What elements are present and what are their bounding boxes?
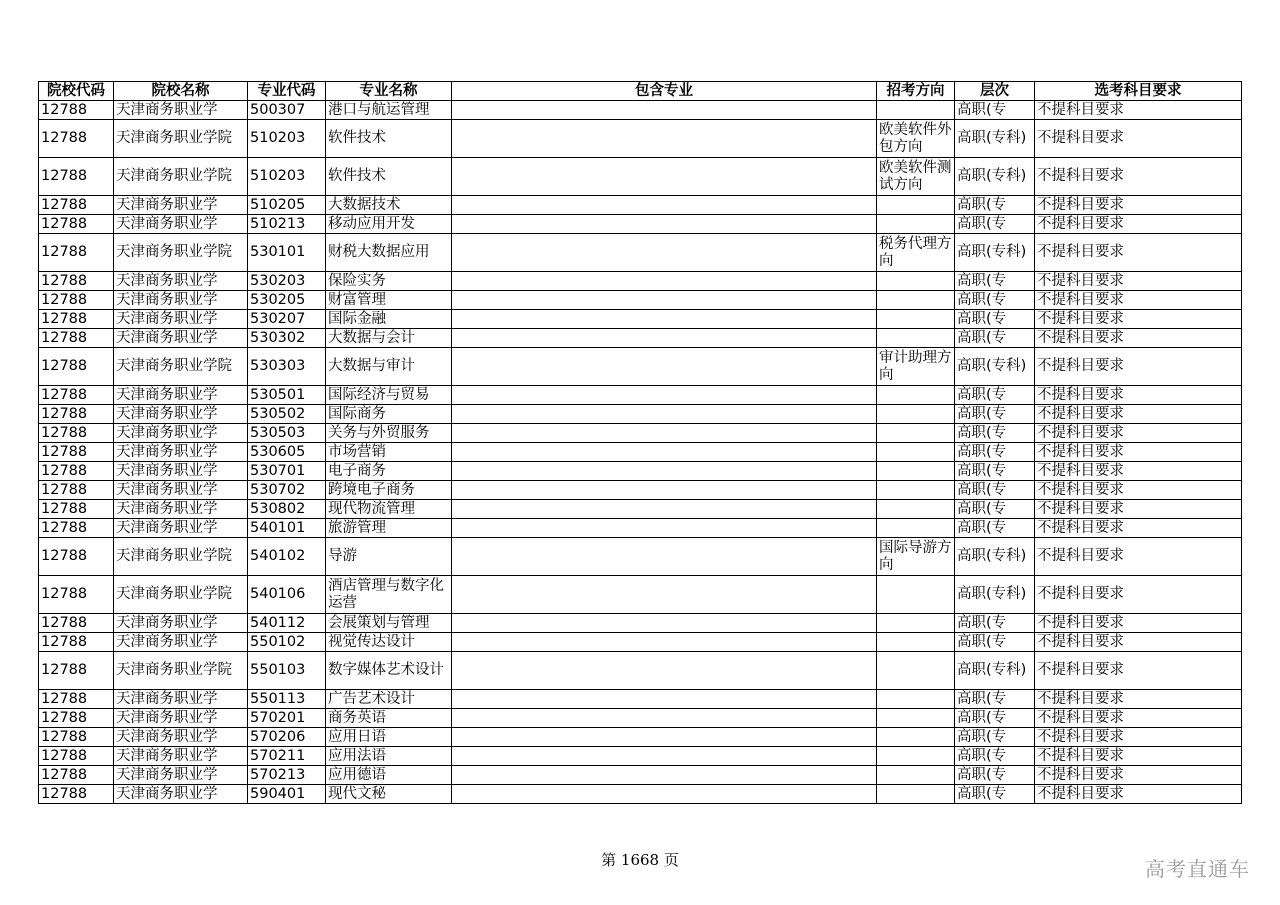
- cell-school-code: 12788: [39, 158, 114, 196]
- watermark: 高考直通车: [1145, 857, 1250, 881]
- cell-subject-requirement: 不提科目要求: [1035, 329, 1242, 348]
- cell-level: 高职(专: [955, 519, 1035, 538]
- cell-major-name: 现代物流管理: [326, 500, 452, 519]
- cell-major-name: 视觉传达设计: [326, 633, 452, 652]
- cell-subject-requirement: 不提科目要求: [1035, 443, 1242, 462]
- cell-school-code: 12788: [39, 690, 114, 709]
- cell-subject-requirement: 不提科目要求: [1035, 690, 1242, 709]
- cell-major-code: 540112: [248, 614, 326, 633]
- header-direction: 招考方向: [877, 82, 955, 101]
- cell-direction: 国际导游方向: [877, 538, 955, 576]
- table-row: [39, 158, 1242, 196]
- cell-school-code: 12788: [39, 519, 114, 538]
- table-row: [39, 291, 1242, 310]
- cell-major-name: 港口与航运管理: [326, 101, 452, 120]
- cell-school-code: 12788: [39, 709, 114, 728]
- cell-level: 高职(专科): [955, 538, 1035, 576]
- cell-major-code: 530303: [248, 348, 326, 386]
- cell-subject-requirement: 不提科目要求: [1035, 272, 1242, 291]
- cell-major-name: 应用法语: [326, 747, 452, 766]
- cell-included-majors: [452, 462, 877, 481]
- cell-school-code: 12788: [39, 747, 114, 766]
- cell-direction: [877, 462, 955, 481]
- cell-level: 高职(专: [955, 101, 1035, 120]
- cell-school-name: 天津商务职业学: [114, 500, 248, 519]
- cell-major-code: 590401: [248, 785, 326, 804]
- cell-major-name: 软件技术: [326, 158, 452, 196]
- cell-major-name: 大数据技术: [326, 196, 452, 215]
- cell-included-majors: [452, 481, 877, 500]
- cell-major-code: 530302: [248, 329, 326, 348]
- cell-school-name: 天津商务职业学: [114, 785, 248, 804]
- cell-school-name: 天津商务职业学: [114, 291, 248, 310]
- table-body: [39, 101, 1242, 804]
- cell-school-code: 12788: [39, 614, 114, 633]
- cell-level: 高职(专科): [955, 234, 1035, 272]
- cell-level: 高职(专: [955, 386, 1035, 405]
- cell-school-name: 天津商务职业学: [114, 272, 248, 291]
- cell-level: 高职(专: [955, 728, 1035, 747]
- cell-subject-requirement: 不提科目要求: [1035, 158, 1242, 196]
- cell-included-majors: [452, 728, 877, 747]
- cell-included-majors: [452, 443, 877, 462]
- cell-major-name: 财富管理: [326, 291, 452, 310]
- cell-direction: [877, 481, 955, 500]
- cell-level: 高职(专: [955, 614, 1035, 633]
- table-row: [39, 728, 1242, 747]
- cell-subject-requirement: 不提科目要求: [1035, 633, 1242, 652]
- cell-major-name: 广告艺术设计: [326, 690, 452, 709]
- cell-subject-requirement: 不提科目要求: [1035, 500, 1242, 519]
- cell-included-majors: [452, 709, 877, 728]
- cell-school-code: 12788: [39, 633, 114, 652]
- cell-subject-requirement: 不提科目要求: [1035, 462, 1242, 481]
- cell-major-code: 570206: [248, 728, 326, 747]
- table-row: [39, 481, 1242, 500]
- cell-subject-requirement: 不提科目要求: [1035, 747, 1242, 766]
- cell-subject-requirement: 不提科目要求: [1035, 234, 1242, 272]
- cell-major-code: 530203: [248, 272, 326, 291]
- cell-level: 高职(专: [955, 291, 1035, 310]
- cell-school-code: 12788: [39, 196, 114, 215]
- cell-direction: 欧美软件测试方向: [877, 158, 955, 196]
- cell-school-name: 天津商务职业学: [114, 633, 248, 652]
- cell-included-majors: [452, 633, 877, 652]
- cell-major-code: 530605: [248, 443, 326, 462]
- cell-level: 高职(专: [955, 481, 1035, 500]
- cell-school-code: 12788: [39, 348, 114, 386]
- cell-major-code: 570201: [248, 709, 326, 728]
- cell-school-name: 天津商务职业学: [114, 443, 248, 462]
- cell-direction: [877, 291, 955, 310]
- cell-subject-requirement: 不提科目要求: [1035, 386, 1242, 405]
- cell-school-name: 天津商务职业学院: [114, 652, 248, 690]
- table-row: [39, 424, 1242, 443]
- cell-school-code: 12788: [39, 101, 114, 120]
- cell-school-code: 12788: [39, 576, 114, 614]
- cell-included-majors: [452, 196, 877, 215]
- cell-included-majors: [452, 652, 877, 690]
- cell-major-code: 510213: [248, 215, 326, 234]
- cell-school-code: 12788: [39, 481, 114, 500]
- cell-school-name: 天津商务职业学: [114, 481, 248, 500]
- cell-direction: [877, 215, 955, 234]
- table-row: [39, 120, 1242, 158]
- cell-school-code: 12788: [39, 272, 114, 291]
- header-major-code: 专业代码: [248, 82, 326, 101]
- cell-school-name: 天津商务职业学: [114, 196, 248, 215]
- table-row: [39, 462, 1242, 481]
- cell-subject-requirement: 不提科目要求: [1035, 652, 1242, 690]
- cell-major-code: 540106: [248, 576, 326, 614]
- cell-major-name: 现代文秘: [326, 785, 452, 804]
- cell-included-majors: [452, 348, 877, 386]
- cell-direction: [877, 310, 955, 329]
- cell-included-majors: [452, 614, 877, 633]
- table-row: [39, 709, 1242, 728]
- cell-school-name: 天津商务职业学院: [114, 158, 248, 196]
- cell-direction: 审计助理方向: [877, 348, 955, 386]
- cell-level: 高职(专: [955, 709, 1035, 728]
- table-row: [39, 538, 1242, 576]
- cell-school-name: 天津商务职业学: [114, 690, 248, 709]
- cell-level: 高职(专: [955, 196, 1035, 215]
- cell-school-name: 天津商务职业学院: [114, 234, 248, 272]
- cell-major-name: 应用日语: [326, 728, 452, 747]
- table-row: [39, 101, 1242, 120]
- cell-school-name: 天津商务职业学: [114, 424, 248, 443]
- cell-included-majors: [452, 424, 877, 443]
- table-row: [39, 519, 1242, 538]
- cell-included-majors: [452, 690, 877, 709]
- cell-major-name: 导游: [326, 538, 452, 576]
- cell-level: 高职(专: [955, 272, 1035, 291]
- cell-subject-requirement: 不提科目要求: [1035, 120, 1242, 158]
- cell-school-code: 12788: [39, 424, 114, 443]
- header-subject-requirement: 选考科目要求: [1035, 82, 1242, 101]
- table-row: [39, 633, 1242, 652]
- cell-subject-requirement: 不提科目要求: [1035, 538, 1242, 576]
- cell-school-name: 天津商务职业学: [114, 215, 248, 234]
- cell-subject-requirement: 不提科目要求: [1035, 405, 1242, 424]
- cell-major-code: 510205: [248, 196, 326, 215]
- cell-school-name: 天津商务职业学院: [114, 348, 248, 386]
- cell-included-majors: [452, 101, 877, 120]
- cell-major-code: 530503: [248, 424, 326, 443]
- cell-subject-requirement: 不提科目要求: [1035, 196, 1242, 215]
- cell-school-name: 天津商务职业学院: [114, 120, 248, 158]
- cell-major-code: 540102: [248, 538, 326, 576]
- cell-direction: [877, 690, 955, 709]
- admissions-table: [38, 81, 1242, 804]
- cell-direction: [877, 386, 955, 405]
- cell-school-name: 天津商务职业学: [114, 747, 248, 766]
- cell-major-code: 530501: [248, 386, 326, 405]
- cell-school-code: 12788: [39, 386, 114, 405]
- cell-included-majors: [452, 576, 877, 614]
- cell-direction: [877, 576, 955, 614]
- cell-direction: [877, 272, 955, 291]
- cell-included-majors: [452, 747, 877, 766]
- table-row: [39, 652, 1242, 690]
- table-row: [39, 329, 1242, 348]
- cell-major-code: 530101: [248, 234, 326, 272]
- cell-school-code: 12788: [39, 538, 114, 576]
- cell-direction: [877, 405, 955, 424]
- cell-subject-requirement: 不提科目要求: [1035, 291, 1242, 310]
- cell-included-majors: [452, 329, 877, 348]
- cell-direction: [877, 747, 955, 766]
- cell-level: 高职(专: [955, 405, 1035, 424]
- cell-subject-requirement: 不提科目要求: [1035, 785, 1242, 804]
- cell-level: 高职(专科): [955, 158, 1035, 196]
- cell-major-name: 应用德语: [326, 766, 452, 785]
- cell-major-code: 550102: [248, 633, 326, 652]
- table-row: [39, 785, 1242, 804]
- cell-major-name: 跨境电子商务: [326, 481, 452, 500]
- cell-major-code: 510203: [248, 120, 326, 158]
- cell-subject-requirement: 不提科目要求: [1035, 348, 1242, 386]
- cell-direction: [877, 728, 955, 747]
- cell-direction: [877, 785, 955, 804]
- cell-subject-requirement: 不提科目要求: [1035, 728, 1242, 747]
- table-row: [39, 234, 1242, 272]
- table-row: [39, 405, 1242, 424]
- cell-major-name: 旅游管理: [326, 519, 452, 538]
- cell-school-code: 12788: [39, 405, 114, 424]
- cell-school-code: 12788: [39, 291, 114, 310]
- cell-included-majors: [452, 766, 877, 785]
- table-row: [39, 747, 1242, 766]
- cell-subject-requirement: 不提科目要求: [1035, 424, 1242, 443]
- cell-included-majors: [452, 785, 877, 804]
- cell-major-code: 500307: [248, 101, 326, 120]
- cell-included-majors: [452, 386, 877, 405]
- table-row: [39, 272, 1242, 291]
- cell-school-name: 天津商务职业学院: [114, 538, 248, 576]
- cell-major-name: 软件技术: [326, 120, 452, 158]
- cell-included-majors: [452, 310, 877, 329]
- cell-school-name: 天津商务职业学: [114, 614, 248, 633]
- cell-included-majors: [452, 405, 877, 424]
- header-major-name: 专业名称: [326, 82, 452, 101]
- table-row: [39, 766, 1242, 785]
- cell-school-code: 12788: [39, 310, 114, 329]
- cell-level: 高职(专: [955, 500, 1035, 519]
- cell-major-name: 会展策划与管理: [326, 614, 452, 633]
- cell-school-name: 天津商务职业学: [114, 329, 248, 348]
- cell-school-code: 12788: [39, 443, 114, 462]
- cell-level: 高职(专: [955, 215, 1035, 234]
- cell-direction: [877, 633, 955, 652]
- cell-major-name: 保险实务: [326, 272, 452, 291]
- table-row: [39, 215, 1242, 234]
- cell-major-code: 530702: [248, 481, 326, 500]
- cell-major-name: 国际商务: [326, 405, 452, 424]
- cell-included-majors: [452, 272, 877, 291]
- cell-school-code: 12788: [39, 215, 114, 234]
- cell-major-name: 商务英语: [326, 709, 452, 728]
- cell-major-code: 530205: [248, 291, 326, 310]
- cell-school-code: 12788: [39, 652, 114, 690]
- header-level: 层次: [955, 82, 1035, 101]
- cell-major-name: 移动应用开发: [326, 215, 452, 234]
- table-row: [39, 196, 1242, 215]
- cell-major-code: 540101: [248, 519, 326, 538]
- cell-level: 高职(专科): [955, 120, 1035, 158]
- cell-level: 高职(专科): [955, 348, 1035, 386]
- header-school-name: 院校名称: [114, 82, 248, 101]
- cell-major-code: 530502: [248, 405, 326, 424]
- cell-level: 高职(专: [955, 310, 1035, 329]
- header-school-code: 院校代码: [39, 82, 114, 101]
- cell-school-name: 天津商务职业学: [114, 405, 248, 424]
- cell-included-majors: [452, 120, 877, 158]
- cell-subject-requirement: 不提科目要求: [1035, 101, 1242, 120]
- cell-major-code: 530701: [248, 462, 326, 481]
- cell-school-name: 天津商务职业学: [114, 101, 248, 120]
- cell-direction: [877, 766, 955, 785]
- cell-school-code: 12788: [39, 728, 114, 747]
- cell-school-name: 天津商务职业学: [114, 462, 248, 481]
- cell-major-code: 510203: [248, 158, 326, 196]
- cell-major-name: 财税大数据应用: [326, 234, 452, 272]
- cell-direction: 税务代理方向: [877, 234, 955, 272]
- cell-level: 高职(专: [955, 462, 1035, 481]
- table-row: [39, 690, 1242, 709]
- cell-major-code: 550113: [248, 690, 326, 709]
- cell-direction: [877, 196, 955, 215]
- cell-school-name: 天津商务职业学: [114, 728, 248, 747]
- cell-major-code: 530802: [248, 500, 326, 519]
- cell-level: 高职(专: [955, 443, 1035, 462]
- cell-major-name: 电子商务: [326, 462, 452, 481]
- cell-direction: [877, 500, 955, 519]
- cell-subject-requirement: 不提科目要求: [1035, 481, 1242, 500]
- table-row: [39, 500, 1242, 519]
- cell-major-name: 关务与外贸服务: [326, 424, 452, 443]
- cell-direction: [877, 443, 955, 462]
- cell-level: 高职(专: [955, 424, 1035, 443]
- cell-major-code: 570211: [248, 747, 326, 766]
- cell-major-code: 530207: [248, 310, 326, 329]
- cell-direction: [877, 709, 955, 728]
- cell-level: 高职(专: [955, 690, 1035, 709]
- cell-major-code: 550103: [248, 652, 326, 690]
- cell-direction: 欧美软件外包方向: [877, 120, 955, 158]
- cell-included-majors: [452, 234, 877, 272]
- cell-school-name: 天津商务职业学: [114, 709, 248, 728]
- table-row: [39, 614, 1242, 633]
- cell-school-code: 12788: [39, 766, 114, 785]
- cell-included-majors: [452, 215, 877, 234]
- cell-major-name: 大数据与审计: [326, 348, 452, 386]
- cell-major-name: 国际金融: [326, 310, 452, 329]
- cell-subject-requirement: 不提科目要求: [1035, 215, 1242, 234]
- cell-included-majors: [452, 158, 877, 196]
- cell-level: 高职(专科): [955, 652, 1035, 690]
- cell-level: 高职(专: [955, 766, 1035, 785]
- cell-major-code: 570213: [248, 766, 326, 785]
- cell-school-name: 天津商务职业学院: [114, 576, 248, 614]
- cell-direction: [877, 519, 955, 538]
- cell-subject-requirement: 不提科目要求: [1035, 766, 1242, 785]
- cell-school-code: 12788: [39, 120, 114, 158]
- cell-school-name: 天津商务职业学: [114, 386, 248, 405]
- table-row: [39, 348, 1242, 386]
- cell-direction: [877, 424, 955, 443]
- header-included-majors: 包含专业: [452, 82, 877, 101]
- cell-level: 高职(专科): [955, 576, 1035, 614]
- cell-direction: [877, 652, 955, 690]
- table-header-row: [39, 82, 1242, 101]
- table-row: [39, 386, 1242, 405]
- cell-direction: [877, 329, 955, 348]
- cell-subject-requirement: 不提科目要求: [1035, 576, 1242, 614]
- cell-school-name: 天津商务职业学: [114, 766, 248, 785]
- cell-school-name: 天津商务职业学: [114, 310, 248, 329]
- cell-subject-requirement: 不提科目要求: [1035, 519, 1242, 538]
- cell-included-majors: [452, 291, 877, 310]
- cell-major-name: 酒店管理与数字化运营: [326, 576, 452, 614]
- cell-included-majors: [452, 500, 877, 519]
- cell-included-majors: [452, 519, 877, 538]
- table-row: [39, 443, 1242, 462]
- cell-included-majors: [452, 538, 877, 576]
- cell-level: 高职(专: [955, 747, 1035, 766]
- cell-school-code: 12788: [39, 329, 114, 348]
- table-row: [39, 310, 1242, 329]
- cell-school-code: 12788: [39, 462, 114, 481]
- cell-subject-requirement: 不提科目要求: [1035, 310, 1242, 329]
- cell-major-name: 市场营销: [326, 443, 452, 462]
- cell-school-code: 12788: [39, 785, 114, 804]
- cell-major-name: 数字媒体艺术设计: [326, 652, 452, 690]
- cell-major-name: 国际经济与贸易: [326, 386, 452, 405]
- cell-school-name: 天津商务职业学: [114, 519, 248, 538]
- cell-level: 高职(专: [955, 633, 1035, 652]
- cell-direction: [877, 101, 955, 120]
- cell-school-code: 12788: [39, 500, 114, 519]
- cell-subject-requirement: 不提科目要求: [1035, 709, 1242, 728]
- cell-subject-requirement: 不提科目要求: [1035, 614, 1242, 633]
- cell-level: 高职(专: [955, 785, 1035, 804]
- table-row: [39, 576, 1242, 614]
- cell-school-code: 12788: [39, 234, 114, 272]
- cell-level: 高职(专: [955, 329, 1035, 348]
- cell-major-name: 大数据与会计: [326, 329, 452, 348]
- cell-direction: [877, 614, 955, 633]
- page-number: 第 1668 页: [601, 851, 679, 869]
